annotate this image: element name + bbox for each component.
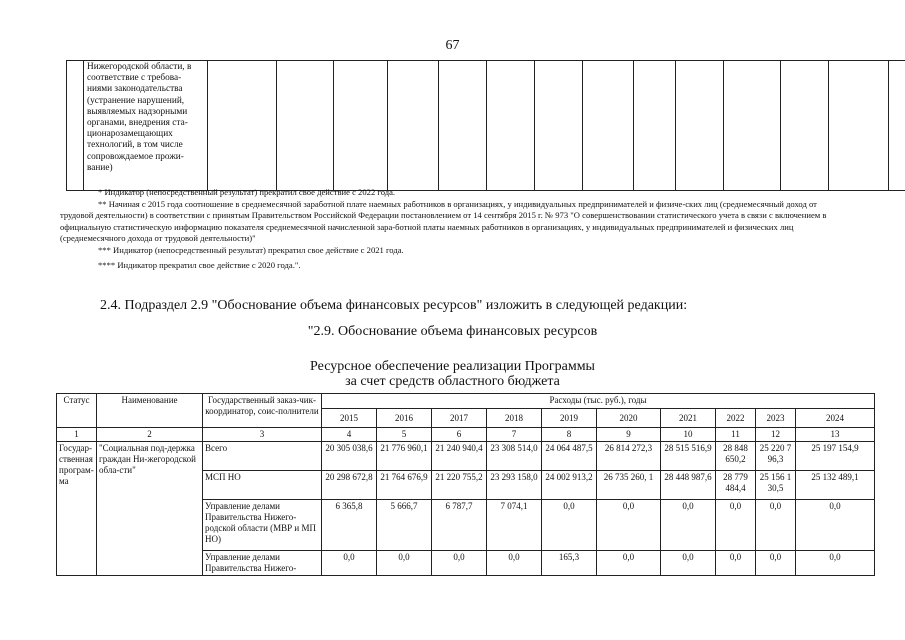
year-header: 2022	[716, 409, 756, 428]
column-index: 6	[432, 428, 487, 442]
value-cell: 24 002 913,2	[542, 471, 597, 500]
value-cell: 25 220 7 96,3	[756, 442, 796, 471]
table-title-line-2: за счет средств областного бюджета	[345, 374, 560, 389]
top-table-cell	[208, 61, 277, 191]
section-instruction: 2.4. Подраздел 2.9 "Обоснование объема финансовых ресурсов" изложить в следующей редакции:	[100, 298, 688, 313]
top-table-cell	[84, 61, 208, 191]
row-label: МСП НО	[203, 471, 322, 500]
value-cell: 21 220 755,2	[432, 471, 487, 500]
top-table-cell	[439, 61, 487, 191]
top-table-cell	[724, 61, 781, 191]
value-cell: 25 156 1 30,5	[756, 471, 796, 500]
table-title-line-1: Ресурсное обеспечение реализации Программы	[310, 359, 595, 374]
value-cell: 25 197 154,9	[796, 442, 875, 471]
value-cell: 6 787,7	[432, 500, 487, 551]
table-title	[0, 359, 905, 389]
value-cell: 0,0	[597, 500, 661, 551]
top-table-cell	[487, 61, 535, 191]
value-cell: 20 305 038,6	[322, 442, 377, 471]
header-status: Статус	[57, 394, 97, 428]
row-label: Управление делами Правительства Нижего-	[203, 551, 322, 576]
column-index: 1	[57, 428, 97, 442]
resource-table	[56, 393, 875, 576]
header-name: Наименование	[97, 394, 203, 428]
value-cell: 21 764 676,9	[377, 471, 432, 500]
row-label: Всего	[203, 442, 322, 471]
program-name-cell: "Социальная под-держка граждан Ни-жегородской обла-сти"	[97, 442, 203, 576]
column-index: 5	[377, 428, 432, 442]
value-cell: 0,0	[597, 551, 661, 576]
footnote-1: * Индикатор (непосредственный результат) прекратил свое действие с 2022 года.	[98, 187, 396, 197]
value-cell: 0,0	[756, 500, 796, 551]
year-header: 2020	[597, 409, 661, 428]
value-cell: 0,0	[432, 551, 487, 576]
top-table-cell	[388, 61, 439, 191]
row-label: Управление делами Правительства Нижего-родской области (МВР и МП НО)	[203, 500, 322, 551]
top-table-cell	[781, 61, 829, 191]
year-header: 2015	[322, 409, 377, 428]
column-index: 12	[756, 428, 796, 442]
column-index: 9	[597, 428, 661, 442]
table-row	[57, 442, 875, 471]
header-customer: Государственный заказ-чик-координатор, соис-полнители	[203, 394, 322, 428]
year-header: 2018	[487, 409, 542, 428]
value-cell: 0,0	[796, 500, 875, 551]
value-cell: 0,0	[542, 500, 597, 551]
top-table-cell	[676, 61, 724, 191]
year-header: 2021	[661, 409, 716, 428]
top-table-cell	[67, 61, 84, 191]
value-cell: 23 293 158,0	[487, 471, 542, 500]
value-cell: 26 814 272,3	[597, 442, 661, 471]
column-index: 2	[97, 428, 203, 442]
value-cell: 7 074,1	[487, 500, 542, 551]
value-cell: 0,0	[796, 551, 875, 576]
status-cell: Государ-ственная програм-ма	[57, 442, 97, 576]
year-header: 2019	[542, 409, 597, 428]
value-cell: 0,0	[487, 551, 542, 576]
value-cell: 28 448 987,6	[661, 471, 716, 500]
header-expenses: Расходы (тыс. руб.), годы	[322, 394, 875, 409]
column-index: 8	[542, 428, 597, 442]
value-cell: 0,0	[716, 551, 756, 576]
value-cell: 26 735 260, 1	[597, 471, 661, 500]
value-cell: 24 064 487,5	[542, 442, 597, 471]
column-index: 13	[796, 428, 875, 442]
top-table-continuation	[66, 60, 905, 191]
value-cell: 0,0	[756, 551, 796, 576]
column-index: 7	[487, 428, 542, 442]
value-cell: 23 308 514,0	[487, 442, 542, 471]
value-cell: 0,0	[661, 551, 716, 576]
top-table-cell	[277, 61, 334, 191]
top-table-cell	[634, 61, 676, 191]
value-cell: 0,0	[716, 500, 756, 551]
column-index: 10	[661, 428, 716, 442]
column-index: 3	[203, 428, 322, 442]
section-subtitle: "2.9. Обоснование объема финансовых ресурсов	[307, 324, 598, 339]
value-cell: 0,0	[661, 500, 716, 551]
value-cell: 20 298 672,8	[322, 471, 377, 500]
value-cell: 28 848 650,2	[716, 442, 756, 471]
page-number: 67	[445, 38, 460, 53]
value-cell: 0,0	[322, 551, 377, 576]
footnote-3: *** Индикатор (непосредственный результат) прекратил свое действие с 2021 года.	[98, 244, 404, 255]
year-header: 2023	[756, 409, 796, 428]
top-table-cell	[583, 61, 634, 191]
value-cell: 21 240 940,4	[432, 442, 487, 471]
footnote-2: ** Начиная с 2015 года соотношение в среднемесячной заработной плате наемных работников в организациях, у индивидуальных предпринимателей и физиче-ских лиц (среднемесячный доход от трудовой деятельности) в соответствии с принятым Правительством Российской Федерации постановлением от 14 сентября 2015 г. № 973 "О совершенствовании статистического учета в связи с включением в официальную статистическую информацию показателя среднемесячной начисленной зара-ботной платы наемных работников в организациях, у индивидуальных предпринимателей и физических лиц (среднемесячного дохода от трудовой деятельности)"	[60, 198, 827, 244]
value-cell: 5 666,7	[377, 500, 432, 551]
value-cell: 6 365,8	[322, 500, 377, 551]
year-header: 2024	[796, 409, 875, 428]
top-table-cell	[334, 61, 388, 191]
top-table-cell	[889, 61, 905, 191]
value-cell: 28 779 484,4	[716, 471, 756, 500]
value-cell: 21 776 960,1	[377, 442, 432, 471]
footnotes	[60, 187, 850, 271]
year-header: 2017	[432, 409, 487, 428]
column-index: 4	[322, 428, 377, 442]
top-table-cell	[829, 61, 889, 191]
year-header: 2016	[377, 409, 432, 428]
value-cell: 0,0	[377, 551, 432, 576]
value-cell: 28 515 516,9	[661, 442, 716, 471]
value-cell: 25 132 489,1	[796, 471, 875, 500]
top-table-cell	[535, 61, 583, 191]
footnote-4: **** Индикатор прекратил свое действие с 2020 года.".	[98, 259, 301, 270]
indicator-description: Нижегородской области, в соответствие с требова-ниями законодательства (устранение нарушений, выявляемых надзорными органами, внедрения ста-ционарозамещающих технологий, в том числе сопровождаемое прожи-вание)	[87, 62, 192, 173]
column-index: 11	[716, 428, 756, 442]
value-cell: 165,3	[542, 551, 597, 576]
